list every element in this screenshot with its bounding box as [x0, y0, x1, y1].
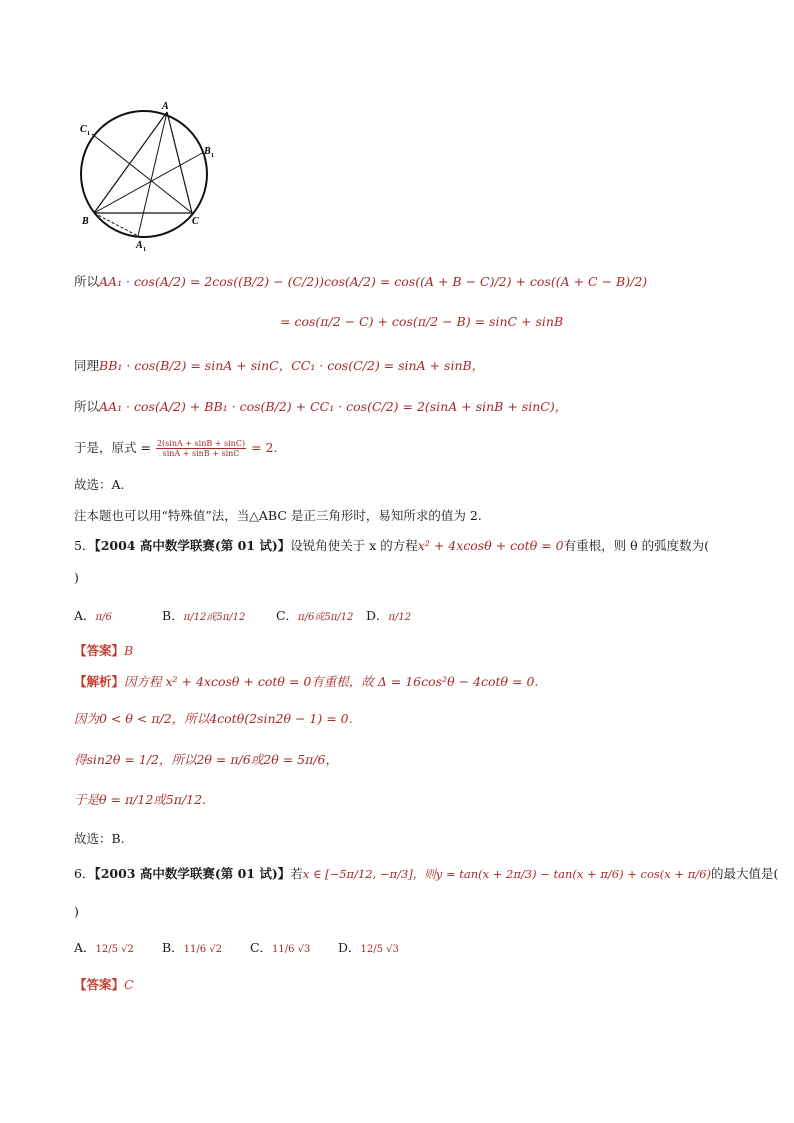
label-b: B — [82, 216, 89, 227]
q5-answer-value: B — [124, 643, 134, 658]
q5-analysis-5: 故选：B. — [74, 831, 125, 846]
sol4-line3-prefix: 同理 — [74, 358, 100, 373]
label-a1-sub: 1 — [143, 247, 146, 253]
sol4-line5-fraction — [156, 439, 246, 458]
q5-source: 【2004 高中数学联赛(第 01 试)】 — [94, 538, 291, 553]
sol4-line5-tail: = 2. — [251, 440, 278, 455]
q6-option-b[interactable] — [162, 938, 246, 960]
q6-stem-b: 的最大值是( — [710, 866, 779, 881]
q6-option-d-text: 12/5 √3 — [360, 944, 399, 955]
sol4-line5-denominator: sinA + sinB + sinC — [162, 449, 240, 458]
circumcircle — [81, 111, 207, 237]
line-bb1 — [94, 152, 204, 213]
q6-option-a-text: 12/5 √2 — [95, 944, 134, 955]
q5-analysis-2 — [74, 709, 353, 729]
sol4-line4-prefix: 所以 — [74, 399, 100, 414]
q5-analysis-3 — [74, 750, 338, 770]
q5-analysis-4-text: 于是θ = π/12或5π/12. — [74, 792, 207, 807]
q5-option-c-text: π/6或5π/12 — [298, 612, 354, 623]
side-ab — [94, 112, 167, 213]
q5-stem-eq: x² + 4xcosθ + cotθ = 0 — [417, 538, 564, 553]
q5-analysis-3-text: 得sin2θ = 1/2，所以2θ = π/6或2θ = 5π/6， — [74, 752, 338, 767]
triangle-circle-figure — [76, 96, 216, 256]
q6-stem-close: ) — [74, 904, 79, 919]
sol4-line5-numerator: 2(sinA + sinB + sinC) — [156, 439, 246, 448]
q5-option-d-text: π/12 — [388, 612, 412, 623]
sol4-line1-expr: AA₁ · cos(A/2) = 2cos((B/2) − (C/2))cos(A/2) = cos((A + B − C)/2) + cos((A + C − B)/2) — [99, 274, 648, 289]
q5-option-a-label: A． — [74, 608, 96, 623]
q6-option-c[interactable] — [250, 938, 334, 960]
q5-analysis-1-text: 因方程 x² + 4xcosθ + cotθ = 0有重根，故 Δ = 16cos²θ − 4cotθ = 0. — [124, 674, 539, 689]
q5-option-a-text: π/6 — [95, 612, 112, 623]
q6-stem-a: 若 — [290, 866, 303, 881]
sol4-line5-prefix: 于是，原式 = — [74, 440, 151, 455]
q6-option-c-label: C． — [249, 940, 273, 955]
q5-analysis-tag: 【解析】 — [74, 674, 125, 689]
q5-stem — [74, 536, 709, 556]
side-ac — [167, 112, 192, 213]
q5-option-a[interactable] — [74, 606, 158, 628]
sol4-line4-expr: AA₁ · cos(A/2) + BB₁ · cos(B/2) + CC₁ · cos(C/2) = 2(sinA + sinB + sinC)， — [99, 399, 568, 414]
q5-option-c[interactable] — [276, 606, 362, 628]
q6-option-b-text: 11/6 √2 — [183, 944, 223, 955]
q5-stem-b: 有重根，则 θ 的弧度数为( — [563, 538, 709, 553]
label-c1-sub: 1 — [87, 131, 90, 137]
q5-option-d-label: D． — [365, 608, 389, 623]
q5-option-b-label: B． — [161, 608, 184, 623]
q5-stem-a: 设锐角使关于 x 的方程 — [290, 538, 418, 553]
q5-options — [74, 606, 411, 628]
q6-option-a[interactable] — [74, 938, 158, 960]
q5-analysis-2-text: 因为0 < θ < π/2，所以4cotθ(2sin2θ − 1) = 0. — [74, 711, 353, 726]
q5-option-b[interactable] — [162, 606, 272, 628]
q6-number: 6． — [74, 866, 95, 881]
label-c1: C — [80, 124, 87, 135]
q5-answer-tag: 【答案】 — [74, 643, 125, 658]
q6-option-d-label: D． — [337, 940, 361, 955]
sol4-line5 — [74, 438, 277, 458]
q6-option-c-text: 11/6 √3 — [272, 944, 311, 955]
q5-analysis-1 — [74, 672, 538, 692]
q6-option-a-label: A． — [74, 940, 96, 955]
q5-option-c-label: C． — [275, 608, 299, 623]
label-b1: B — [204, 146, 211, 157]
q5-stem-close: ) — [74, 570, 79, 585]
q6-source: 【2003 高中数学联赛(第 01 试)】 — [94, 866, 291, 881]
q6-option-d[interactable] — [338, 938, 399, 960]
q6-answer-value: C — [124, 977, 134, 992]
label-a1: A — [136, 240, 143, 251]
q6-answer-tag: 【答案】 — [74, 977, 125, 992]
dashed-ba1 — [94, 213, 138, 236]
sol4-line2 — [280, 312, 563, 332]
q6-stem-eq: x ∈ [−5π/12, −π/3]，则y = tan(x + 2π/3) − tan(x + π/6) + cos(x + π/6) — [302, 867, 711, 881]
sol4-line3-expr: BB₁ · cos(B/2) = sinA + sinC，CC₁ · cos(C/2) = sinA + sinB， — [99, 358, 485, 373]
sol4-line6: 故选：A. — [74, 477, 125, 492]
q5-analysis-4 — [74, 790, 206, 810]
q6-answer — [74, 975, 134, 995]
sol4-line1-prefix: 所以 — [74, 274, 100, 289]
q5-option-d[interactable] — [366, 606, 411, 628]
sol4-line4 — [74, 397, 567, 417]
q5-number: 5． — [74, 538, 95, 553]
q6-options — [74, 938, 399, 960]
label-b1-sub: 1 — [211, 153, 214, 159]
sol4-line1 — [74, 272, 647, 292]
q5-option-b-text: π/12或5π/12 — [183, 612, 246, 623]
q5-answer — [74, 641, 133, 661]
label-a: A — [162, 101, 169, 112]
sol4-note: 注本题也可以用“特殊值”法，当△ABC 是正三角形时，易知所求的值为 2. — [74, 508, 482, 523]
q6-stem — [74, 864, 778, 884]
label-c: C — [192, 216, 199, 227]
sol4-line2-expr: = cos(π/2 − C) + cos(π/2 − B) = sinC + sinB — [280, 314, 564, 329]
sol4-line3 — [74, 356, 484, 376]
q6-option-b-label: B． — [161, 940, 184, 955]
